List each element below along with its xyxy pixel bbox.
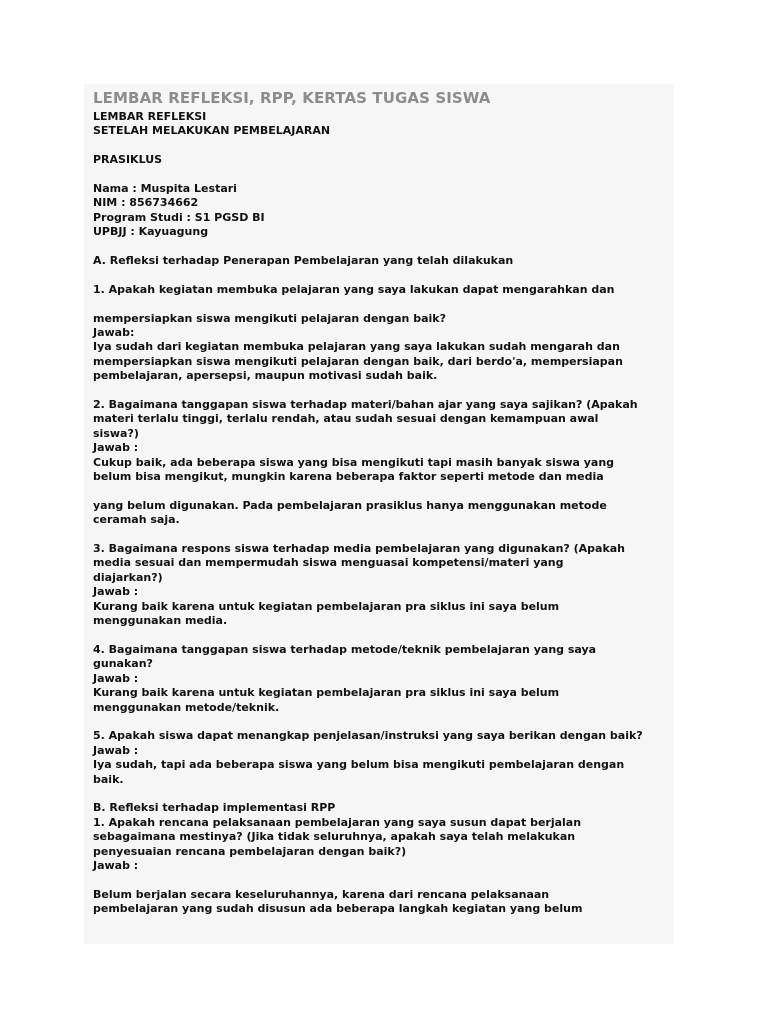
blank-line: [93, 168, 673, 182]
text-line: NIM : 856734662: [93, 196, 199, 210]
text-line: UPBJJ : Kayuagung: [93, 225, 209, 239]
text-line: Cukup baik, ada beberapa siswa yang bisa mengikuti tapi masih banyak siswa yang: [93, 455, 615, 469]
text-line: B. Refleksi terhadap implementasi RPP: [93, 801, 336, 815]
text-line: Nama : Muspita Lestari: [93, 182, 237, 195]
blank-line: [93, 528, 673, 542]
text-line: mempersiapkan siswa mengikuti pelajaran dengan baik?: [93, 311, 446, 325]
blank-line: [93, 297, 673, 311]
text-line: ceramah saja.: [93, 513, 180, 527]
text-line: LEMBAR REFLEKSI: [93, 110, 207, 123]
text-line: sebagaimana mestinya? (Jika tidak seluruhnya, apakah saya telah melakukan: [93, 830, 576, 844]
text-line: baik.: [93, 772, 124, 786]
text-line: Jawab :: [93, 743, 139, 757]
text-line: Jawab:: [93, 326, 135, 340]
blank-line: [93, 139, 673, 153]
text-line: diajarkan?): [93, 570, 163, 584]
text-line: media sesuai dan mempermudah siswa menguasai kompetensi/materi yang: [93, 556, 564, 570]
text-line: PRASIKLUS: [93, 153, 163, 167]
blank-line: [93, 240, 673, 254]
text-line: Jawab :: [93, 441, 139, 455]
text-line: SETELAH MELAKUKAN PEMBELAJARAN: [93, 124, 331, 138]
text-line: penyesuaian rencana pembelajaran dengan baik?): [93, 844, 407, 858]
text-line: Kurang baik karena untuk kegiatan pembelajaran pra siklus ini saya belum: [93, 599, 560, 613]
text-line: 1. Apakah kegiatan membuka pelajaran yang saya lakukan dapat mengarahkan dan: [93, 282, 615, 296]
text-line: materi terlalu tinggi, terlalu rendah, atau sudah sesuai dengan kemampuan awal: [93, 412, 599, 426]
blank-line: [93, 715, 673, 729]
text-line: pembelajaran yang sudah disusun ada beberapa langkah kegiatan yang belum: [93, 902, 583, 916]
blank-line: [93, 384, 673, 398]
text-line: A. Refleksi terhadap Penerapan Pembelajaran yang telah dilakukan: [93, 254, 514, 268]
text-line: Iya sudah dari kegiatan membuka pelajaran yang saya lakukan sudah mengarah dan: [93, 340, 620, 354]
text-line: 4. Bagaimana tanggapan siswa terhadap metode/teknik pembelajaran yang saya: [93, 642, 597, 656]
blank-line: [93, 873, 673, 887]
text-line: belum bisa mengikut, mungkin karena beberapa faktor seperti metode dan media: [93, 470, 604, 484]
text-line: pembelajaran, apersepsi, maupun motivasi sudah baik.: [93, 369, 438, 383]
text-line: 3. Bagaimana respons siswa terhadap media pembelajaran yang digunakan? (Apakah: [93, 542, 626, 556]
text-line: siswa?): [93, 426, 139, 440]
text-line: yang belum digunakan. Pada pembelajaran prasiklus hanya menggunakan metode: [93, 498, 607, 512]
text-line: Kurang baik karena untuk kegiatan pembelajaran pra siklus ini saya belum: [93, 686, 560, 700]
text-line: Belum berjalan secara keseluruhannya, karena dari rencana pelaksanaan: [93, 887, 550, 901]
document-body: [93, 110, 673, 917]
text-line: mempersiapkan siswa mengikuti pelajaran dengan baik, dari berdo'a, mempersiapan: [93, 354, 623, 368]
text-line: 5. Apakah siswa dapat menangkap penjelasan/instruksi yang saya berikan dengan baik?: [93, 729, 643, 743]
text-line: 2. Bagaimana tanggapan siswa terhadap materi/bahan ajar yang saya sajikan? (Apakah: [93, 398, 638, 412]
blank-line: [93, 268, 673, 282]
text-line: Jawab :: [93, 671, 139, 685]
text-line: Program Studi : S1 PGSD BI: [93, 210, 265, 224]
text-line: menggunakan media.: [93, 614, 228, 628]
text-line: gunakan?: [93, 657, 153, 671]
blank-line: [93, 787, 673, 801]
text-line: Iya sudah, tapi ada beberapa siswa yang belum bisa mengikuti pembelajaran dengan: [93, 758, 625, 772]
blank-line: [93, 629, 673, 643]
text-line: 1. Apakah rencana pelaksanaan pembelajaran yang saya susun dapat berjalan: [93, 815, 582, 829]
blank-line: [93, 484, 673, 498]
text-line: Jawab :: [93, 858, 139, 872]
text-line: Jawab :: [93, 585, 139, 599]
text-line: menggunakan metode/teknik.: [93, 700, 280, 714]
document-title: LEMBAR REFLEKSI, RPP, KERTAS TUGAS SISWA: [93, 89, 491, 107]
